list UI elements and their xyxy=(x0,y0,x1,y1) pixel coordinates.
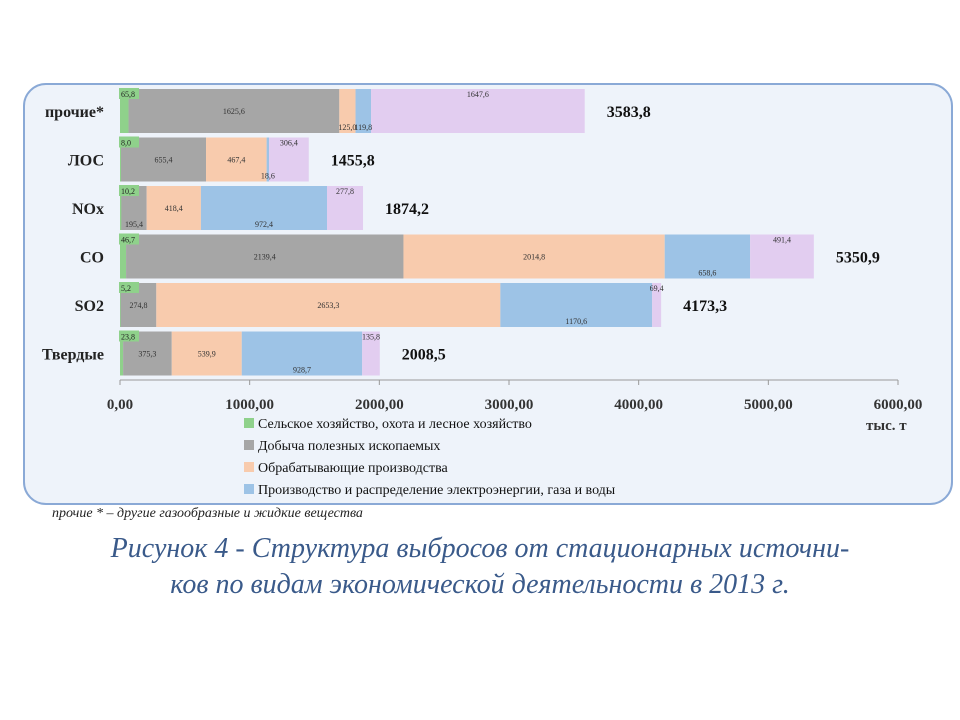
value-label: 972,4 xyxy=(254,220,273,229)
legend-swatch xyxy=(244,440,254,450)
category-label: NOx xyxy=(72,201,104,218)
legend-entry: Производство и распределение электроэнергии, газа и воды xyxy=(258,483,616,498)
x-tick-label: 6000,00 xyxy=(873,397,923,413)
total-label: 2008,5 xyxy=(401,346,446,364)
value-label: 467,4 xyxy=(227,155,246,165)
x-tick-label: 5000,00 xyxy=(743,397,793,413)
value-label: 2014,8 xyxy=(523,252,546,262)
category-label: ЛОС xyxy=(67,152,104,170)
value-label: 1625,6 xyxy=(222,107,245,116)
legend-swatch xyxy=(244,462,254,472)
value-label: 539,9 xyxy=(197,349,216,359)
legend-swatch xyxy=(244,418,254,428)
value-label: 655,4 xyxy=(154,155,173,165)
value-label: 375,3 xyxy=(138,349,157,359)
value-label: 135,8 xyxy=(361,332,380,342)
value-label: 418,4 xyxy=(164,204,183,213)
value-label: 69,4 xyxy=(649,284,664,293)
value-label: 277,8 xyxy=(336,187,355,196)
total-label: 3583,8 xyxy=(606,104,651,121)
value-label: 2139,4 xyxy=(253,252,276,262)
value-label: 274,8 xyxy=(129,301,148,310)
value-label: 491,4 xyxy=(772,235,791,245)
legend-swatch xyxy=(244,484,254,494)
total-label: 1455,8 xyxy=(330,152,375,170)
legend-entry: Обрабатывающие производства xyxy=(258,461,448,476)
value-label: 46,7 xyxy=(121,235,135,245)
category-label: CO xyxy=(80,249,104,267)
value-label: 119,8 xyxy=(354,123,373,132)
value-label: 18,6 xyxy=(260,171,275,181)
x-tick-label: 3000,00 xyxy=(484,397,534,413)
x-tick-label: 1000,00 xyxy=(225,397,275,413)
value-label: 658,6 xyxy=(698,268,717,278)
total-label: 1874,2 xyxy=(385,201,430,218)
total-label: 5350,9 xyxy=(835,249,880,267)
value-label: 5,2 xyxy=(121,284,131,293)
x-tick-label: 2000,00 xyxy=(354,397,404,413)
total-label: 4173,3 xyxy=(683,298,728,315)
value-label: 65,8 xyxy=(121,90,135,99)
value-label: 23,8 xyxy=(121,332,135,342)
value-label: 1647,6 xyxy=(466,90,489,99)
value-label: 1170,6 xyxy=(565,317,588,326)
value-label: 8,0 xyxy=(121,138,131,148)
figure-caption-line-1: Рисунок 4 - Структура выбросов от стационарных источни- xyxy=(110,533,850,564)
legend-entry: Сельское хозяйство, охота и лесное хозяйство xyxy=(258,417,532,432)
figure-caption-line-2: ков по видам экономической деятельности в 2013 г. xyxy=(170,569,790,600)
value-label: 2653,3 xyxy=(317,301,340,310)
category-label: Твердые xyxy=(42,346,104,364)
x-axis-unit: тыс. т xyxy=(866,418,907,434)
legend-entry: Добыча полезных ископаемых xyxy=(258,439,441,454)
x-tick-label: 0,00 xyxy=(106,397,134,413)
value-label: 10,2 xyxy=(121,187,135,196)
footnote: прочие * – другие газообразные и жидкие вещества xyxy=(52,506,363,521)
value-label: 928,7 xyxy=(292,365,311,375)
category-label: прочие* xyxy=(44,104,104,121)
value-label: 306,4 xyxy=(279,138,298,148)
value-label: 125,0 xyxy=(338,123,357,132)
value-label: 195,4 xyxy=(124,220,143,229)
category-label: SO2 xyxy=(74,298,104,315)
x-tick-label: 4000,00 xyxy=(614,397,664,413)
